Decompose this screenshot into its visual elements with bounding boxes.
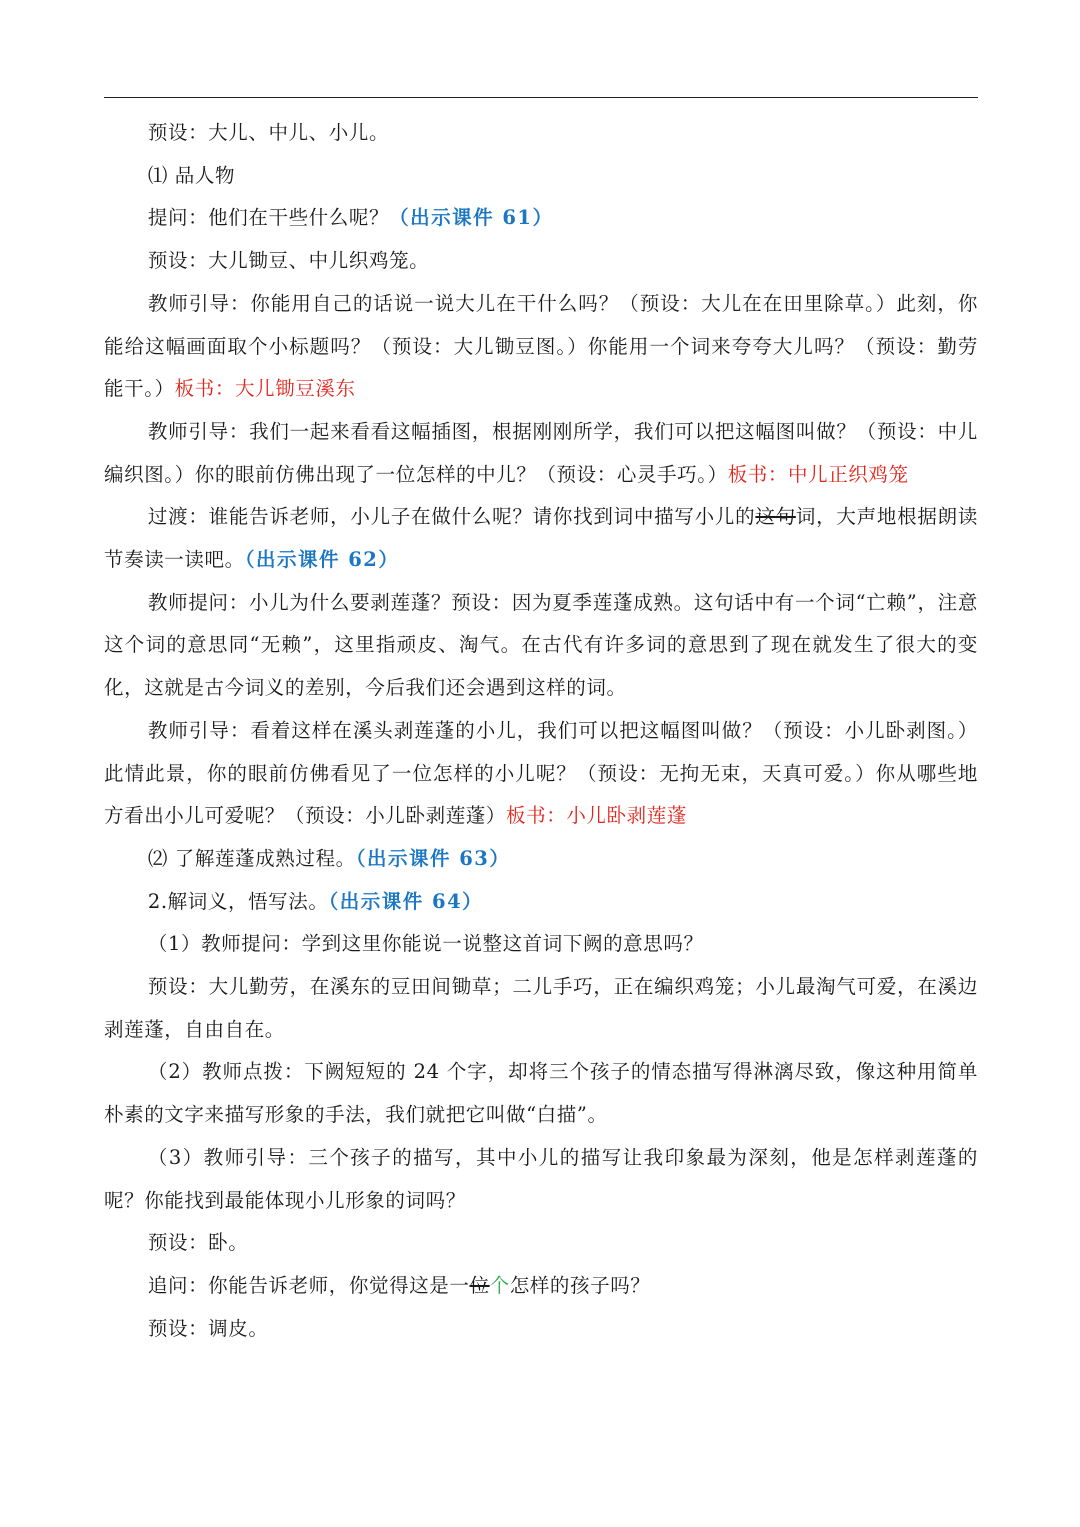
text: 预设：卧。 bbox=[147, 1231, 249, 1255]
text: 词，大声地根据朗读节奏读一读吧。 bbox=[104, 505, 978, 572]
struck-text: 这句 bbox=[755, 505, 796, 529]
paragraph-preset-meaning bbox=[104, 966, 978, 1051]
text: 预设：大儿勤劳，在溪东的豆田间锄草；二儿手巧，正在编织鸡笼；小儿最淘气可爱，在溪边剥莲蓬，自由自在。 bbox=[104, 975, 978, 1041]
paragraph-follow-up bbox=[104, 1265, 978, 1308]
paragraph-item-2 bbox=[104, 1051, 978, 1136]
paragraph-preset-activities bbox=[104, 240, 978, 283]
text: （3）教师引导：三个孩子的描写，其中小儿的描写让我印象最为深刻，他是怎样剥莲蓬的呢？你能找到最能体现小儿形象的词吗？ bbox=[104, 1145, 978, 1212]
text: （2）教师点拨：下阙短短的 24 个字，却将三个孩子的情态描写得淋漓尽致，像这种用简单朴素的文字来描写形象的手法，我们就把它叫做“白描”。 bbox=[104, 1060, 978, 1127]
board-note: 板书：大儿锄豆溪东 bbox=[174, 377, 356, 401]
paragraph-section-characters bbox=[104, 155, 978, 198]
text: 教师提问：小儿为什么要剥莲蓬？预设：因为夏季莲蓬成熟。这句话中有一个词“亡赖”，注意这个词的意思同“无赖”，这里指顽皮、淘气。在古代有许多词的意思到了现在就发生了很大的变化，这就是古今词义的差别，今后我们还会遇到这样的词。 bbox=[104, 590, 978, 700]
text: 怎样的孩子吗？ bbox=[509, 1273, 651, 1297]
paragraph-preset-children bbox=[104, 112, 978, 155]
correction-text: 个 bbox=[489, 1273, 510, 1297]
section-heading: ⑴ 品人物 bbox=[147, 163, 236, 187]
text: 预设：大儿锄豆、中儿织鸡笼。 bbox=[147, 249, 430, 273]
paragraph-question bbox=[104, 197, 978, 240]
section-heading: 2.解词义，悟写法。 bbox=[147, 889, 329, 913]
text: 预设：调皮。 bbox=[147, 1316, 269, 1340]
text: 过渡：谁能告诉老师，小儿子在做什么呢？请你找到词中描写小儿的 bbox=[147, 505, 756, 529]
paragraph-item-3 bbox=[104, 1137, 978, 1222]
text: 教师引导：你能用自己的话说一说大儿在干什么吗？（预设：大儿在在田里除草。）此刻，你能给这幅画面取个小标题吗？（预设：大儿锄豆图。）你能用一个词来夸夸大儿吗？（预设：勤劳能干。） bbox=[104, 291, 978, 401]
slide-reference: （出示课件 64） bbox=[328, 889, 484, 913]
header-rule bbox=[104, 97, 978, 98]
paragraph-preset-naughty bbox=[104, 1308, 978, 1351]
board-note: 板书：中儿正织鸡笼 bbox=[727, 462, 909, 486]
paragraph-preset-lie bbox=[104, 1222, 978, 1265]
text: 预设：大儿、中儿、小儿。 bbox=[147, 121, 390, 144]
text: 追问：你能告诉老师，你觉得这是一 bbox=[147, 1273, 470, 1297]
slide-reference: （出示课件 61） bbox=[389, 206, 554, 230]
paragraph-teacher-question bbox=[104, 582, 978, 710]
text: 教师引导：我们一起来看看这幅插图，根据刚刚所学，我们可以把这幅图叫做？（预设：中儿编织图。）你的眼前仿佛出现了一位怎样的中儿？（预设：心灵手巧。） bbox=[104, 419, 978, 486]
text: 提问：他们在干些什么呢？ bbox=[147, 206, 390, 230]
lesson-content bbox=[104, 112, 978, 1350]
paragraph-section-2 bbox=[104, 881, 978, 924]
struck-text: 位 bbox=[469, 1273, 490, 1297]
paragraph-transition bbox=[104, 496, 978, 581]
slide-reference: （出示课件 62） bbox=[244, 548, 400, 572]
paragraph-guide-middle bbox=[104, 411, 978, 496]
paragraph-guide-youngest bbox=[104, 710, 978, 838]
text: 教师引导：看着这样在溪头剥莲蓬的小儿，我们可以把这幅图叫做？（预设：小儿卧剥图。）此情此景，你的眼前仿佛看见了一位怎样的小儿呢？（预设：无拘无束，天真可爱。）你从哪些地方看出小儿可爱呢？（预设：小儿卧剥莲蓬） bbox=[104, 718, 978, 828]
paragraph-lotus-process bbox=[104, 838, 978, 881]
paragraph-guide-eldest bbox=[104, 283, 978, 411]
text: ⑵ 了解莲蓬成熟过程。 bbox=[147, 846, 356, 870]
board-note: 板书：小儿卧剥莲蓬 bbox=[506, 804, 687, 828]
text: （1）教师提问：学到这里你能说一说整这首词下阙的意思吗？ bbox=[147, 932, 704, 956]
slide-reference: （出示课件 63） bbox=[355, 846, 511, 870]
paragraph-item-1 bbox=[104, 923, 978, 966]
